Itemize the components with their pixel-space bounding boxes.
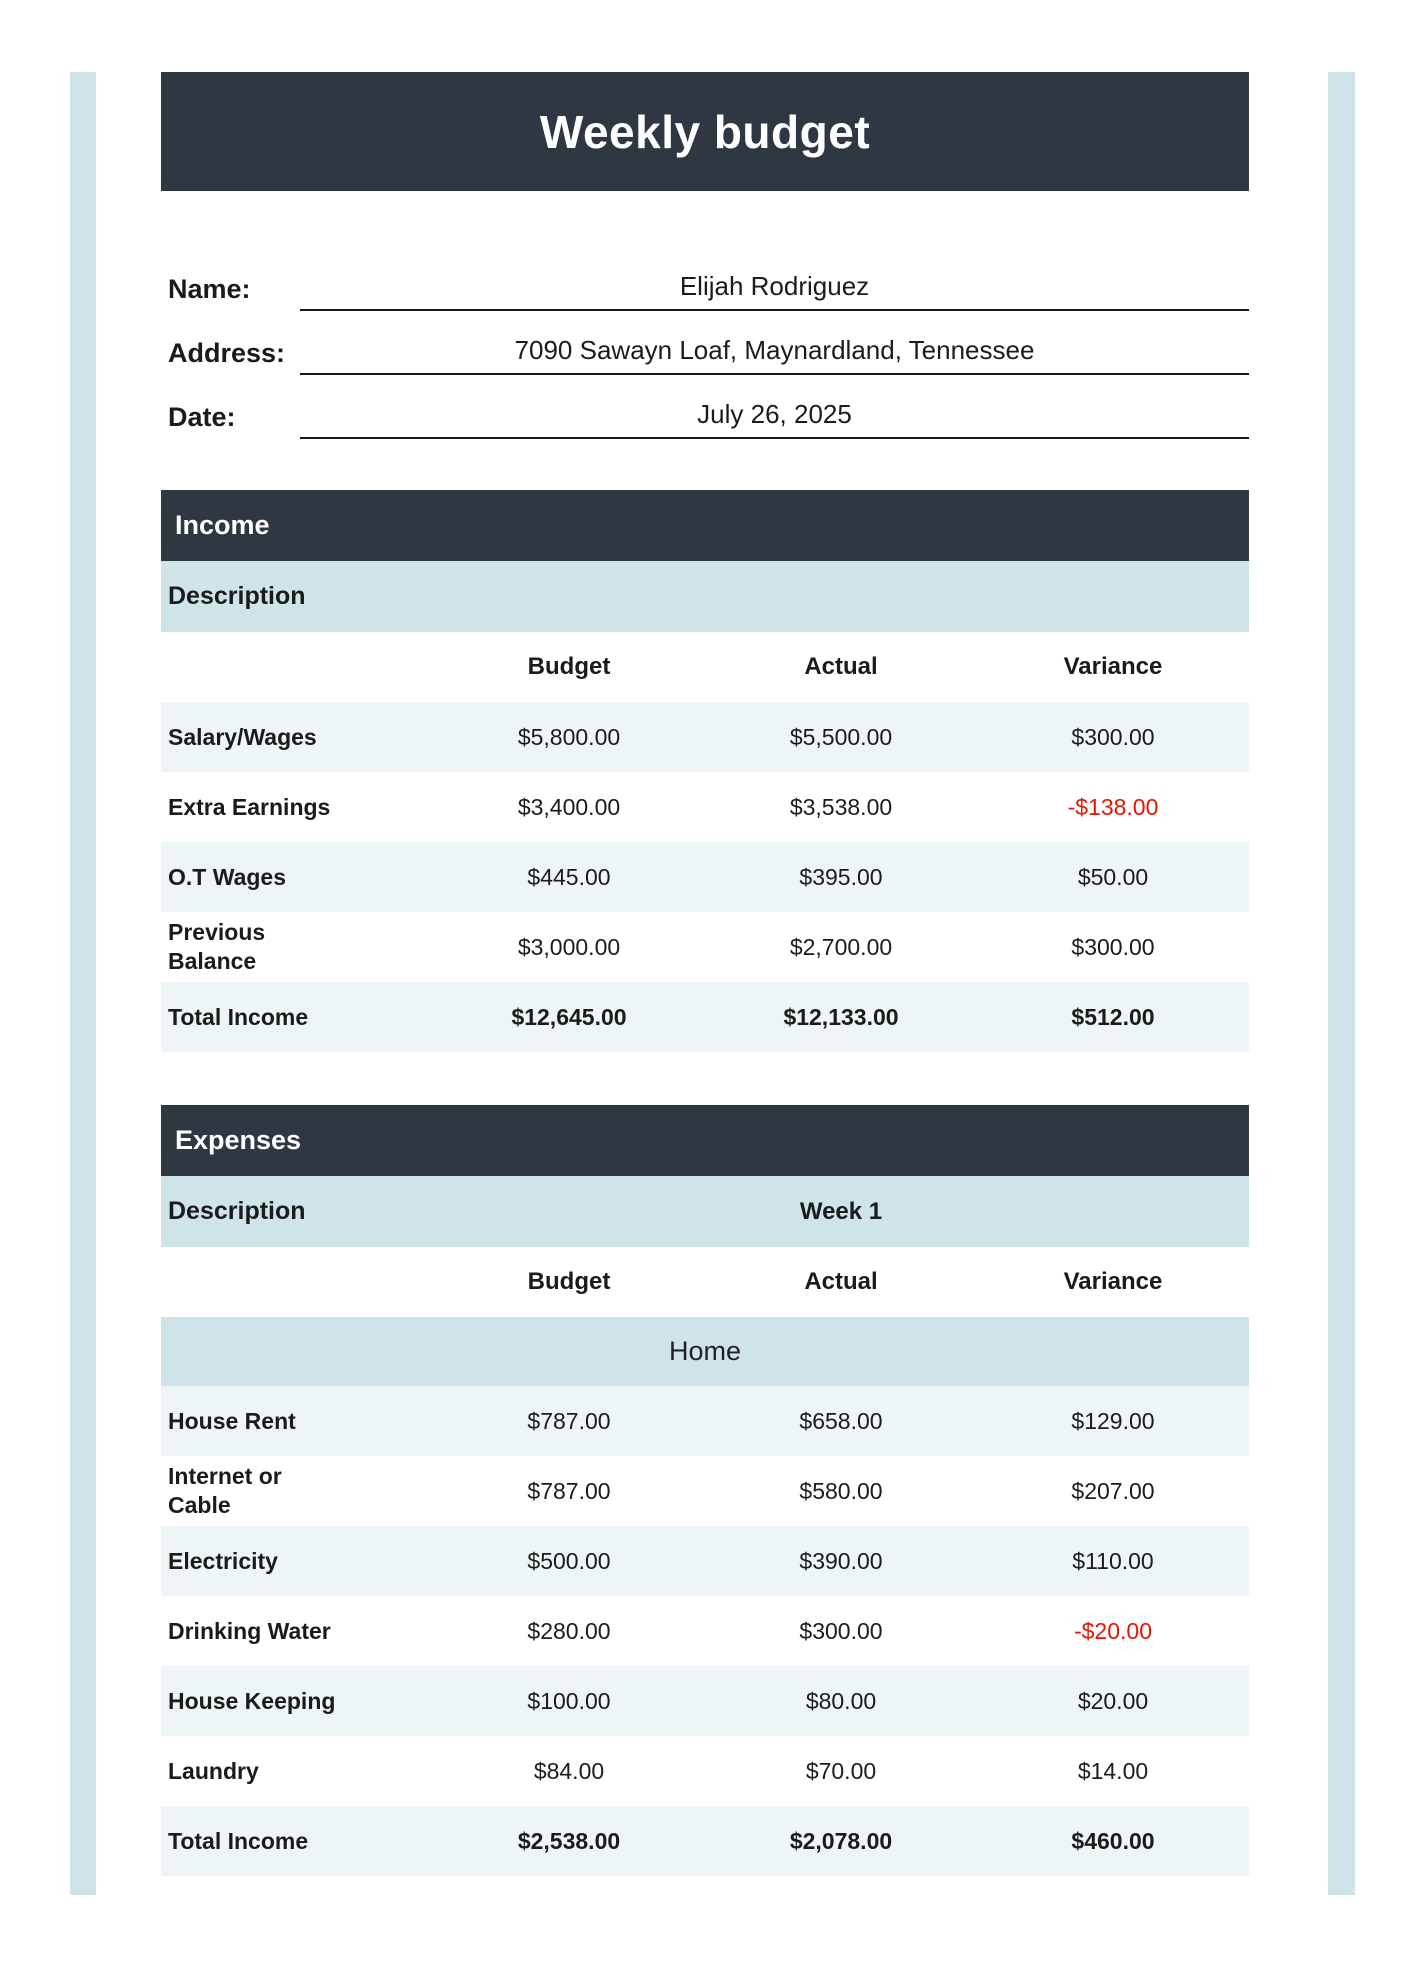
home-group-band	[161, 1317, 1249, 1386]
variance-cell: $110.00	[1072, 1547, 1154, 1574]
variance-cell: $300.00	[1071, 723, 1155, 750]
total-label: Total Income	[168, 1827, 309, 1854]
row-label: Previous Balance	[168, 919, 266, 974]
expenses-section-header	[161, 1105, 1249, 1176]
row-label: O.T Wages	[168, 863, 286, 890]
variance-cell: $129.00	[1071, 1407, 1155, 1434]
budget-cell: $787.00	[527, 1407, 611, 1434]
page-title: Weekly budget	[539, 105, 871, 158]
income-description-band	[161, 561, 1249, 632]
actual-cell: $395.00	[799, 863, 883, 890]
expenses-column-headers	[161, 1247, 1249, 1317]
expenses-section-title: Expenses	[175, 1125, 302, 1155]
date-value: July 26, 2025	[300, 399, 1249, 439]
left-accent-strip	[70, 72, 96, 1895]
expenses-description-label: Description	[168, 1197, 306, 1225]
actual-cell: $390.00	[799, 1547, 883, 1574]
income-col-actual: Actual	[804, 653, 878, 680]
income-row-extra-earnings	[161, 772, 1249, 842]
actual-cell: $3,538.00	[789, 793, 893, 820]
info-fields	[161, 265, 1249, 439]
expenses-row-house-rent	[161, 1386, 1249, 1456]
row-label: Laundry	[168, 1757, 259, 1784]
budget-cell: $3,000.00	[517, 933, 621, 960]
variance-cell: $14.00	[1077, 1757, 1149, 1784]
expenses-section	[161, 1105, 1249, 1876]
total-variance-cell: $460.00	[1071, 1827, 1155, 1854]
budget-cell: $280.00	[527, 1617, 611, 1644]
name-value: Elijah Rodriguez	[300, 271, 1249, 311]
actual-cell: $658.00	[799, 1407, 883, 1434]
row-label: Drinking Water	[168, 1617, 331, 1644]
income-row-salary-wages	[161, 702, 1249, 772]
variance-cell: $300.00	[1071, 933, 1155, 960]
variance-cell: $50.00	[1077, 863, 1149, 890]
expenses-col-actual: Actual	[804, 1268, 878, 1295]
week-1-label: Week 1	[799, 1197, 883, 1225]
row-label: Extra Earnings	[168, 793, 331, 820]
income-section-title: Income	[175, 510, 270, 540]
variance-cell: $20.00	[1077, 1687, 1149, 1714]
expenses-row-house-keeping	[161, 1666, 1249, 1736]
total-budget-cell: $2,538.00	[517, 1827, 621, 1854]
document-content	[161, 72, 1249, 1876]
row-label: House Rent	[168, 1407, 296, 1434]
income-col-variance: Variance	[1063, 653, 1163, 680]
home-group-label: Home	[668, 1336, 742, 1366]
income-section	[161, 490, 1249, 1052]
row-label: Electricity	[168, 1547, 278, 1574]
total-label: Total Income	[168, 1003, 309, 1030]
variance-cell: -$138.00	[1067, 793, 1159, 820]
total-actual-cell: $12,133.00	[783, 1003, 899, 1030]
right-accent-strip	[1328, 72, 1355, 1895]
expenses-total-row	[161, 1806, 1249, 1876]
row-label: Internet or Cable	[168, 1463, 282, 1518]
expenses-row-drinking-water	[161, 1596, 1249, 1666]
expenses-description-band	[161, 1176, 1249, 1247]
income-total-row	[161, 982, 1249, 1052]
expenses-col-variance: Variance	[1063, 1268, 1163, 1295]
budget-cell: $445.00	[527, 863, 611, 890]
address-label: Address:	[168, 338, 286, 368]
total-actual-cell: $2,078.00	[789, 1827, 893, 1854]
income-row-ot-wages	[161, 842, 1249, 912]
budget-cell: $500.00	[527, 1547, 611, 1574]
row-label: Salary/Wages	[168, 723, 317, 750]
expenses-row-laundry	[161, 1736, 1249, 1806]
actual-cell: $5,500.00	[789, 723, 893, 750]
row-label: House Keeping	[168, 1687, 336, 1714]
expenses-row-electricity	[161, 1526, 1249, 1596]
budget-cell: $787.00	[527, 1477, 611, 1504]
date-label: Date:	[168, 402, 236, 432]
total-budget-cell: $12,645.00	[511, 1003, 627, 1030]
actual-cell: $300.00	[799, 1617, 883, 1644]
income-row-previous-balance	[161, 912, 1249, 982]
budget-cell: $84.00	[533, 1757, 605, 1784]
date-field-row	[161, 393, 1249, 439]
expenses-row-internet-or-cable	[161, 1456, 1249, 1526]
income-section-header	[161, 490, 1249, 561]
income-description-label: Description	[168, 582, 306, 610]
budget-cell: $5,800.00	[517, 723, 621, 750]
variance-cell: $207.00	[1071, 1477, 1155, 1504]
expenses-col-budget: Budget	[527, 1268, 611, 1295]
address-value: 7090 Sawayn Loaf, Maynardland, Tennessee	[300, 335, 1249, 375]
actual-cell: $2,700.00	[789, 933, 893, 960]
budget-cell: $3,400.00	[517, 793, 621, 820]
variance-cell: -$20.00	[1073, 1617, 1152, 1644]
name-label: Name:	[168, 274, 251, 304]
address-field-row	[161, 329, 1249, 375]
name-field-row	[161, 265, 1249, 311]
document-title-bar	[161, 72, 1249, 191]
total-variance-cell: $512.00	[1071, 1003, 1155, 1030]
income-col-budget: Budget	[527, 653, 611, 680]
actual-cell: $80.00	[805, 1687, 877, 1714]
budget-cell: $100.00	[527, 1687, 611, 1714]
actual-cell: $70.00	[805, 1757, 877, 1784]
actual-cell: $580.00	[799, 1477, 883, 1504]
income-column-headers	[161, 632, 1249, 702]
